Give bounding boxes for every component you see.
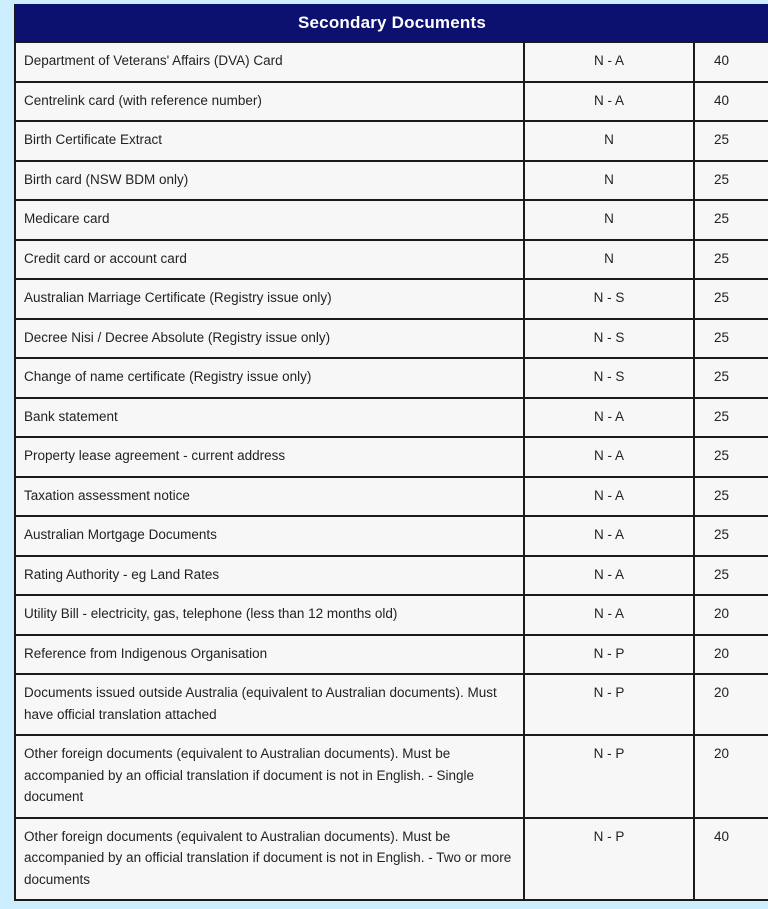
table-row bbox=[16, 161, 768, 201]
document-cell: Bank statement bbox=[16, 398, 524, 438]
table-row bbox=[16, 279, 768, 319]
code-cell: N - P bbox=[524, 735, 694, 818]
table-row bbox=[16, 358, 768, 398]
table-row bbox=[16, 42, 768, 82]
table-body bbox=[16, 42, 768, 899]
points-cell: 40 bbox=[694, 818, 768, 900]
points-cell: 20 bbox=[694, 595, 768, 635]
code-cell: N - S bbox=[524, 279, 694, 319]
document-cell: Birth Certificate Extract bbox=[16, 121, 524, 161]
secondary-documents-table bbox=[14, 4, 768, 901]
code-cell: N - A bbox=[524, 595, 694, 635]
points-cell: 25 bbox=[694, 516, 768, 556]
points-cell: 25 bbox=[694, 200, 768, 240]
code-cell: N - A bbox=[524, 82, 694, 122]
table-row bbox=[16, 82, 768, 122]
points-cell: 25 bbox=[694, 398, 768, 438]
table-row bbox=[16, 200, 768, 240]
documents-grid bbox=[16, 41, 768, 899]
code-cell: N bbox=[524, 121, 694, 161]
document-cell: Change of name certificate (Registry issue only) bbox=[16, 358, 524, 398]
table-row bbox=[16, 319, 768, 359]
points-cell: 20 bbox=[694, 635, 768, 675]
code-cell: N - A bbox=[524, 42, 694, 82]
code-cell: N bbox=[524, 161, 694, 201]
document-cell: Documents issued outside Australia (equivalent to Australian documents). Must have official translation attached bbox=[16, 674, 524, 735]
table-row bbox=[16, 477, 768, 517]
table-title: Secondary Documents bbox=[16, 4, 768, 41]
code-cell: N - S bbox=[524, 358, 694, 398]
points-cell: 25 bbox=[694, 358, 768, 398]
points-cell: 20 bbox=[694, 735, 768, 818]
points-cell: 25 bbox=[694, 240, 768, 280]
points-cell: 20 bbox=[694, 674, 768, 735]
document-cell: Medicare card bbox=[16, 200, 524, 240]
document-cell: Centrelink card (with reference number) bbox=[16, 82, 524, 122]
document-cell: Other foreign documents (equivalent to Australian documents). Must be accompanied by an official translation if document is not in English. - Two or more documents bbox=[16, 818, 524, 900]
document-cell: Credit card or account card bbox=[16, 240, 524, 280]
code-cell: N - P bbox=[524, 674, 694, 735]
points-cell: 25 bbox=[694, 319, 768, 359]
code-cell: N - A bbox=[524, 437, 694, 477]
table-row bbox=[16, 437, 768, 477]
table-row bbox=[16, 674, 768, 735]
document-cell: Birth card (NSW BDM only) bbox=[16, 161, 524, 201]
document-cell: Department of Veterans' Affairs (DVA) Card bbox=[16, 42, 524, 82]
document-cell: Australian Marriage Certificate (Registry issue only) bbox=[16, 279, 524, 319]
points-cell: 25 bbox=[694, 161, 768, 201]
points-cell: 40 bbox=[694, 82, 768, 122]
code-cell: N bbox=[524, 240, 694, 280]
points-cell: 25 bbox=[694, 121, 768, 161]
document-cell: Australian Mortgage Documents bbox=[16, 516, 524, 556]
document-cell: Rating Authority - eg Land Rates bbox=[16, 556, 524, 596]
table-row bbox=[16, 121, 768, 161]
table-row bbox=[16, 556, 768, 596]
table-row bbox=[16, 595, 768, 635]
code-cell: N - A bbox=[524, 556, 694, 596]
code-cell: N - S bbox=[524, 319, 694, 359]
points-cell: 40 bbox=[694, 42, 768, 82]
table-row bbox=[16, 635, 768, 675]
code-cell: N bbox=[524, 200, 694, 240]
document-cell: Other foreign documents (equivalent to Australian documents). Must be accompanied by an official translation if document is not in English. - Single document bbox=[16, 735, 524, 818]
code-cell: N - P bbox=[524, 635, 694, 675]
table-row bbox=[16, 398, 768, 438]
points-cell: 25 bbox=[694, 437, 768, 477]
code-cell: N - A bbox=[524, 516, 694, 556]
table-row bbox=[16, 735, 768, 818]
document-cell: Utility Bill - electricity, gas, telephone (less than 12 months old) bbox=[16, 595, 524, 635]
document-cell: Property lease agreement - current address bbox=[16, 437, 524, 477]
document-cell: Decree Nisi / Decree Absolute (Registry issue only) bbox=[16, 319, 524, 359]
table-row bbox=[16, 818, 768, 900]
code-cell: N - A bbox=[524, 398, 694, 438]
table-row bbox=[16, 516, 768, 556]
points-cell: 25 bbox=[694, 279, 768, 319]
code-cell: N - A bbox=[524, 477, 694, 517]
points-cell: 25 bbox=[694, 556, 768, 596]
document-cell: Taxation assessment notice bbox=[16, 477, 524, 517]
document-cell: Reference from Indigenous Organisation bbox=[16, 635, 524, 675]
points-cell: 25 bbox=[694, 477, 768, 517]
table-row bbox=[16, 240, 768, 280]
code-cell: N - P bbox=[524, 818, 694, 900]
